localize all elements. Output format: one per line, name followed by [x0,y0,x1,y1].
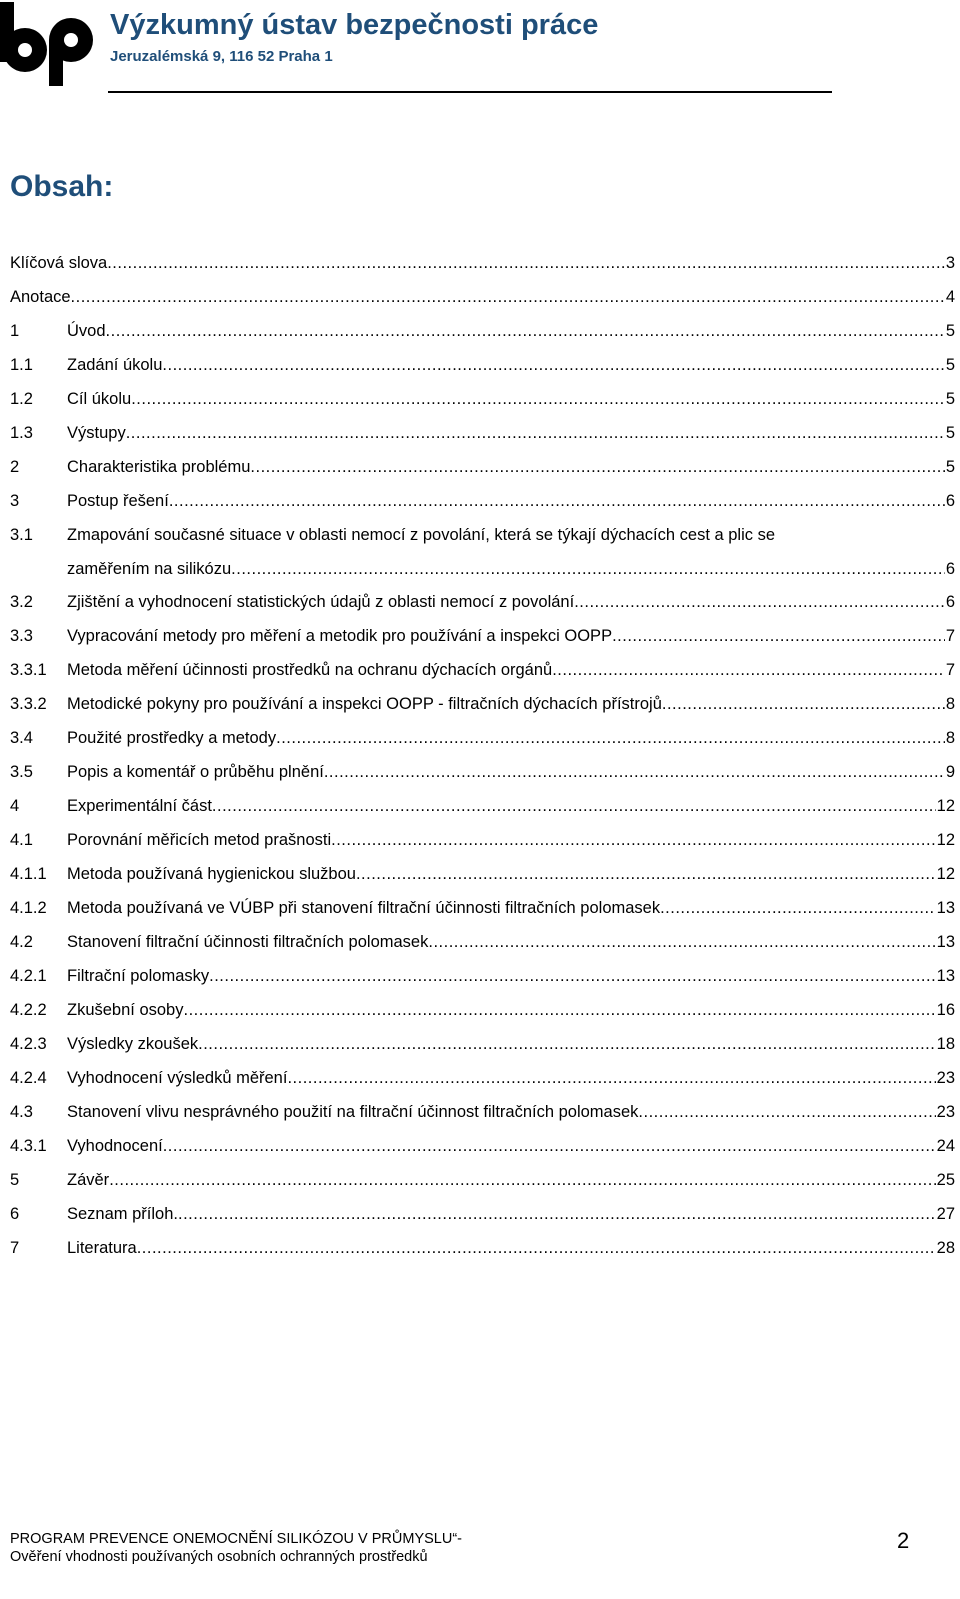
toc-dot-leader [71,280,945,314]
toc-dot-leader [178,1197,936,1231]
toc-entry-title: Úvod [67,322,106,340]
toc-entry-number: 4.2 [10,933,33,951]
toc-entry-number: 3.3.2 [10,695,47,713]
toc-entry-page: 6 [945,560,955,578]
toc-entry-title: Zkušební osoby [67,1001,184,1019]
table-of-contents [10,246,955,1265]
toc-entry-page: 9 [945,763,955,781]
toc-entry[interactable] [10,925,955,959]
toc-entry-page: 18 [936,1035,955,1053]
toc-entry-page: 23 [936,1069,955,1087]
toc-entry-page: 5 [945,356,955,374]
toc-entry-title: Stanovení vlivu nesprávného použití na filtrační účinnost filtračních polomasek [67,1103,639,1121]
toc-entry-page: 25 [936,1171,955,1189]
toc-entry-page: 7 [945,627,955,645]
toc-entry-title: Charakteristika problému [67,458,251,476]
footer-program: PROGRAM PREVENCE ONEMOCNĚNÍ SILIKÓZOU V PRŮMYSLU“- [10,1531,462,1547]
toc-entry-number: 4.2.3 [10,1035,47,1053]
toc-dot-leader [131,382,945,416]
toc-entry-title: Vyhodnocení [67,1137,163,1155]
toc-entry-number: 1.1 [10,356,33,374]
toc-entry[interactable] [10,484,955,518]
toc-entry-page: 5 [945,322,955,340]
toc-dot-leader [574,585,945,619]
toc-entry[interactable] [10,1027,955,1061]
toc-entry[interactable] [10,246,955,280]
toc-dot-leader [183,993,935,1027]
toc-entry-number: 3.4 [10,729,33,747]
toc-dot-leader [276,721,945,755]
toc-entry-number: 6 [10,1205,20,1223]
toc-entry-number: 2 [10,458,20,476]
toc-dot-leader [107,246,945,280]
toc-dot-leader [660,891,936,925]
toc-entry[interactable] [10,721,955,755]
toc-entry[interactable] [10,857,955,891]
toc-entry[interactable] [10,518,955,585]
toc-dot-leader [209,959,936,993]
toc-entry-page: 23 [936,1103,955,1121]
page-number: 2 [897,1528,910,1553]
toc-dot-leader [198,1027,936,1061]
toc-entry[interactable] [10,1129,955,1163]
toc-entry-page: 12 [936,797,955,815]
toc-entry-title: Výsledky zkoušek [67,1035,199,1053]
toc-dot-leader [109,1163,935,1197]
toc-dot-leader [106,314,945,348]
toc-entry[interactable] [10,1197,955,1231]
toc-entry-title: Použité prostředky a metody [67,729,277,747]
toc-entry-number: 3.3 [10,627,33,645]
toc-entry-title: Literatura [67,1239,137,1257]
toc-dot-leader [163,1129,936,1163]
toc-entry-title: Zjištění a vyhodnocení statistických údajů z oblasti nemocí z povolání [67,593,575,611]
toc-entry[interactable] [10,687,955,721]
toc-dot-leader [324,755,945,789]
toc-entry[interactable] [10,755,955,789]
toc-entry[interactable] [10,314,955,348]
toc-entry-number: 3 [10,492,20,510]
toc-entry-number: 1.2 [10,390,33,408]
toc-entry-number: 4.2.2 [10,1001,47,1019]
toc-dot-leader [638,1095,935,1129]
footer-subtitle: Ověření vhodnosti používaných osobních ochranných prostředků [10,1549,428,1565]
toc-entry-page: 7 [945,661,955,679]
toc-entry[interactable] [10,823,955,857]
toc-entry-number: 4.2.4 [10,1069,47,1087]
toc-dot-leader [612,619,945,653]
toc-entry-number: 4.1.2 [10,899,47,917]
toc-entry[interactable] [10,993,955,1027]
toc-entry[interactable] [10,619,955,653]
toc-entry[interactable] [10,450,955,484]
toc-entry-page: 13 [936,967,955,985]
toc-dot-leader [212,789,936,823]
toc-entry[interactable] [10,1163,955,1197]
toc-entry-number: 4.3 [10,1103,33,1121]
toc-dot-leader [331,823,936,857]
toc-entry-title: Porovnání měřicích metod prašnosti [67,831,332,849]
toc-dot-leader [552,653,945,687]
institute-address: Jeruzalémská 9, 116 52 Praha 1 [110,48,333,65]
toc-entry-title: Výstupy [67,424,126,442]
toc-dot-leader [126,416,945,450]
toc-entry-number: 7 [10,1239,20,1257]
toc-entry-page: 6 [945,492,955,510]
toc-dot-leader [287,1061,935,1095]
toc-entry-page: 5 [945,390,955,408]
toc-entry-number: 3.2 [10,593,33,611]
toc-dot-leader [250,450,944,484]
toc-dot-leader [231,552,945,586]
toc-entry-page: 12 [936,831,955,849]
toc-entry-number: 1 [10,322,20,340]
toc-entry-number: 4.1.1 [10,865,47,883]
toc-entry-number: 5 [10,1171,20,1189]
toc-entry-title: Metoda používaná ve VÚBP při stanovení filtrační účinnosti filtračních polomasek [67,899,661,917]
toc-entry[interactable] [10,653,955,687]
toc-entry-title: Popis a komentář o průběhu plnění [67,763,324,781]
toc-entry[interactable] [10,1095,955,1129]
toc-entry-title: Vypracování metody pro měření a metodik pro používání a inspekci OOPP [67,627,613,645]
toc-entry[interactable] [10,1061,955,1095]
toc-entry[interactable] [10,348,955,382]
toc-entry-title: Experimentální část [67,797,212,815]
toc-entry-title: Anotace [10,288,71,306]
toc-entry[interactable] [10,959,955,993]
toc-entry-title: Metoda měření účinnosti prostředků na ochranu dýchacích orgánů [67,661,553,679]
vubp-logo-icon [0,2,100,86]
toc-entry-title: Cíl úkolu [67,390,132,408]
toc-entry[interactable] [10,280,955,314]
toc-entry-title: Metoda používaná hygienickou službou [67,865,356,883]
toc-entry-title: Seznam příloh. [67,1205,178,1223]
toc-entry-title: Filtrační polomasky [67,967,210,985]
toc-entry-title: Stanovení filtrační účinnosti filtračních polomasek [67,933,429,951]
toc-entry-number: 1.3 [10,424,33,442]
toc-entry-page: 6 [945,593,955,611]
toc-entry-page: 4 [945,288,955,306]
toc-entry-number: 4.1 [10,831,33,849]
toc-entry-page: 5 [945,458,955,476]
toc-entry-title: Postup řešení [67,492,169,510]
toc-entry-number: 3.3.1 [10,661,47,679]
toc-entry-page: 8 [945,695,955,713]
toc-entry-title: Závěr [67,1171,110,1189]
toc-entry-page: 8 [945,729,955,747]
toc-entry-title: Klíčová slova [10,254,108,272]
toc-entry-title: zaměřením na silikózu [67,560,232,578]
toc-entry[interactable] [10,585,955,619]
toc-entry-title: Metodické pokyny pro používání a inspekci OOPP - filtračních dýchacích přístrojů [67,695,662,713]
toc-entry-page: 5 [945,424,955,442]
institute-name: Výzkumný ústav bezpečnosti práce [110,9,599,41]
header-divider [108,91,832,93]
toc-entry[interactable] [10,789,955,823]
toc-entry-page: 13 [936,899,955,917]
toc-entry-number: 3.1 [10,526,33,544]
toc-dot-leader [162,348,944,382]
toc-entry-page: 16 [936,1001,955,1019]
toc-dot-leader [169,484,945,518]
toc-entry-number: 4.2.1 [10,967,47,985]
toc-dot-leader [137,1231,936,1265]
toc-entry[interactable] [10,382,955,416]
toc-dot-leader [428,925,935,959]
toc-entry-page: 28 [936,1239,955,1257]
toc-entry-page: 13 [936,933,955,951]
toc-entry-number: 4.3.1 [10,1137,47,1155]
toc-dot-leader [662,687,945,721]
toc-entry-title: Zmapování současné situace v oblasti nemocí z povolání, která se týkají dýchacích cest a plic se [67,526,776,544]
toc-entry[interactable] [10,1231,955,1265]
toc-entry-page: 24 [936,1137,955,1155]
toc-entry[interactable] [10,891,955,925]
toc-entry-page: 3 [945,254,955,272]
toc-dot-leader [356,857,936,891]
toc-entry-page: 12 [936,865,955,883]
toc-entry-page: 27 [936,1205,955,1223]
toc-entry-title: Zadání úkolu [67,356,163,374]
toc-entry-number: 4 [10,797,20,815]
toc-entry-number: 3.5 [10,763,33,781]
toc-entry[interactable] [10,416,955,450]
toc-entry-title: Vyhodnocení výsledků měření [67,1069,288,1087]
toc-title: Obsah: [10,170,114,203]
